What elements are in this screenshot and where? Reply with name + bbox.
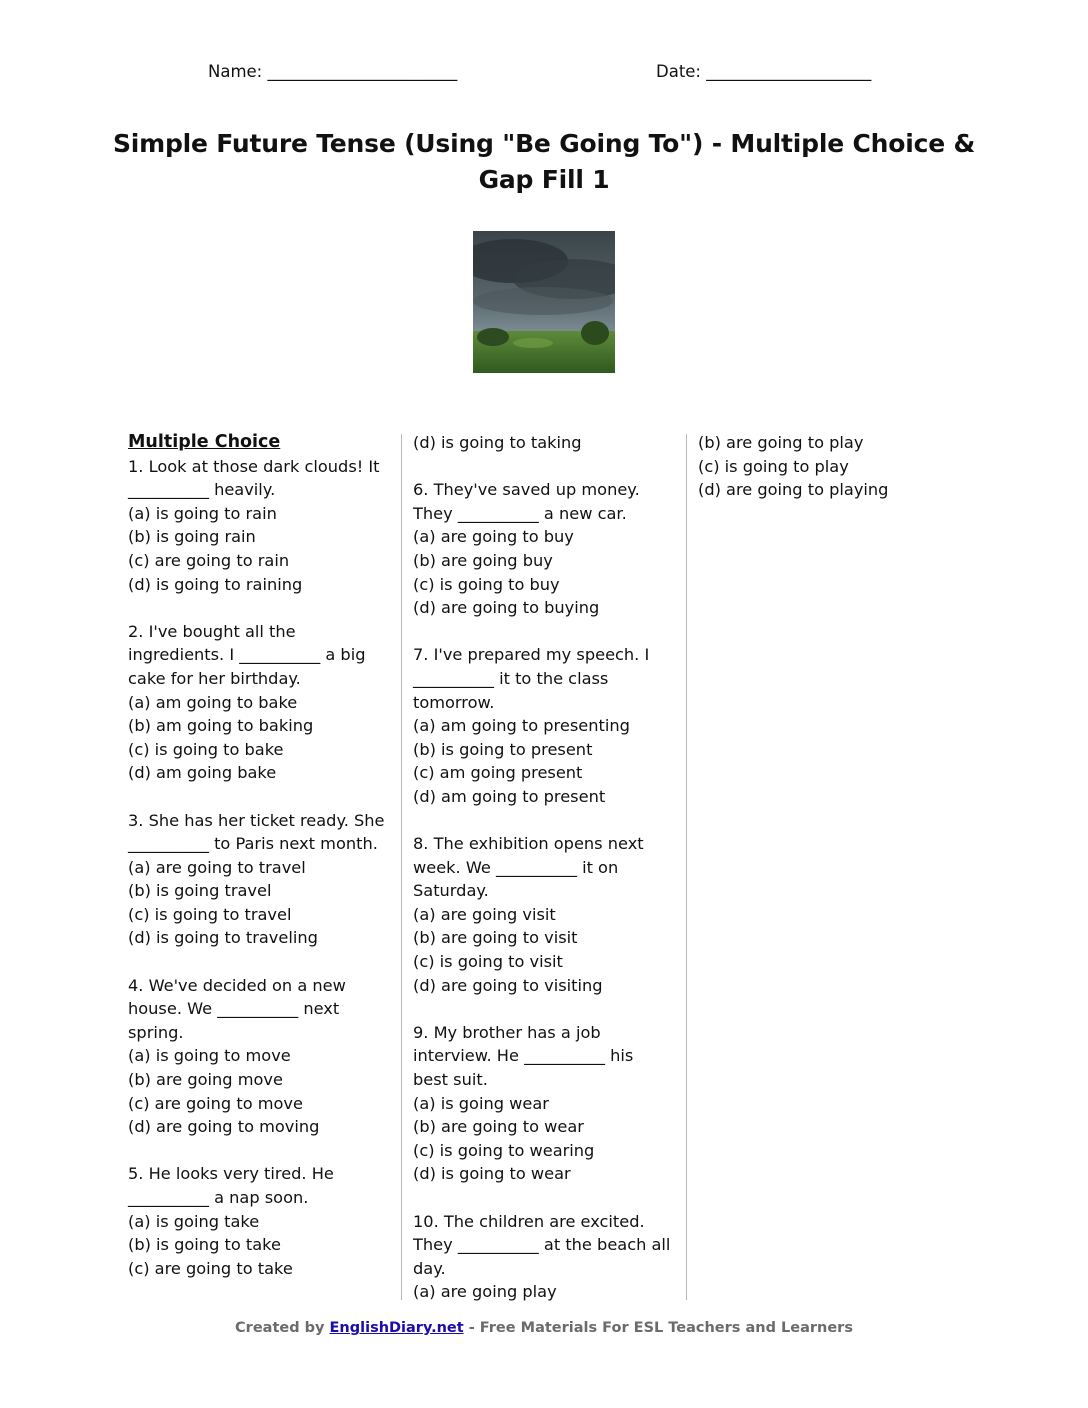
answer-option: (c) are going to rain	[128, 550, 290, 570]
answer-option: (b) are going to play	[698, 433, 864, 452]
column-2-lines	[413, 431, 675, 1304]
answer-option: (b) are going move	[128, 1070, 283, 1090]
question-text: 7. I've prepared my speech. I	[413, 645, 650, 665]
answer-option: (d) is going to traveling	[128, 928, 318, 948]
column-divider	[401, 434, 402, 1300]
answer-option: (b) am going to baking	[128, 716, 314, 736]
answer-option: (a) am going to bake	[128, 692, 298, 712]
question-text: __________ to Paris next month.	[128, 834, 378, 854]
answer-option: (d) is going to taking	[413, 433, 582, 452]
question-text: 4. We've decided on a new	[128, 975, 346, 995]
question-text: __________ it to the class	[413, 668, 609, 688]
answer-option: (a) are going visit	[413, 904, 556, 924]
answer-option: (d) are going to moving	[128, 1117, 320, 1137]
answer-option: (d) are going to buying	[413, 598, 600, 618]
question-text: 3. She has her ticket ready. She	[128, 810, 385, 830]
answer-option: (d) is going to wear	[413, 1164, 571, 1184]
name-field: Name: _______________________	[208, 62, 458, 81]
column-2	[413, 431, 675, 1304]
answer-option: (b) is going to take	[128, 1235, 281, 1255]
question-spacer	[128, 785, 390, 809]
question-spacer	[128, 596, 390, 620]
question-text: They __________ a new car.	[413, 503, 627, 523]
question-text: 1. Look at those dark clouds! It	[128, 456, 380, 476]
answer-option: (a) is going to move	[128, 1046, 291, 1066]
answer-option: (c) is going to visit	[413, 952, 563, 972]
englishdiary-link[interactable]: EnglishDiary.net	[329, 1320, 464, 1336]
answer-option: (d) are going to playing	[698, 480, 889, 500]
question-spacer	[413, 620, 675, 644]
answer-option: (b) is going travel	[128, 881, 272, 901]
question-text: 8. The exhibition opens next	[413, 834, 644, 854]
question-text: spring.	[128, 1022, 184, 1042]
question-spacer	[128, 950, 390, 974]
column-1	[128, 431, 390, 1280]
worksheet-title: Simple Future Tense (Using "Be Going To") - Multiple Choice & Gap Fill 1	[112, 129, 976, 194]
question-text: Saturday.	[413, 881, 489, 901]
question-text: They __________ at the beach all	[413, 1235, 671, 1255]
question-text: 6. They've saved up money.	[413, 480, 640, 500]
footer	[0, 1320, 1088, 1336]
question-text: 9. My brother has a job	[413, 1022, 601, 1042]
question-text: day.	[413, 1258, 446, 1278]
column-1-lines	[128, 455, 390, 1281]
question-text: __________ a nap soon.	[128, 1188, 309, 1207]
answer-option: (d) are going to visiting	[413, 975, 603, 995]
answer-option: (b) is going to present	[413, 739, 593, 759]
answer-option: (c) are going to take	[128, 1258, 293, 1278]
question-spacer	[128, 1139, 390, 1163]
answer-option: (a) are going to buy	[413, 527, 574, 547]
question-text: week. We __________ it on	[413, 857, 619, 877]
footer-suffix: - Free Materials For ESL Teachers and Learners	[463, 1320, 853, 1336]
question-spacer	[413, 809, 675, 833]
question-text: tomorrow.	[413, 692, 495, 712]
question-text: ingredients. I __________ a big	[128, 645, 366, 665]
question-spacer	[413, 997, 675, 1021]
column-3	[698, 431, 960, 502]
answer-option: (c) is going to bake	[128, 739, 284, 759]
answer-option: (d) is going to raining	[128, 574, 303, 594]
question-text: 5. He looks very tired. He	[128, 1164, 334, 1184]
answer-option: (a) is going take	[128, 1211, 260, 1231]
answer-option: (a) are going play	[413, 1282, 557, 1302]
answer-option: (b) are going to wear	[413, 1117, 584, 1137]
answer-option: (b) are going buy	[413, 550, 553, 570]
answer-option: (a) are going to travel	[128, 857, 306, 877]
answer-option: (c) is going to wearing	[413, 1140, 595, 1160]
answer-option: (b) is going rain	[128, 527, 256, 547]
question-spacer	[413, 455, 675, 479]
answer-option: (c) am going present	[413, 763, 583, 783]
footer-prefix: Created by	[235, 1320, 330, 1336]
question-text: __________ heavily.	[128, 480, 276, 500]
question-text: house. We __________ next	[128, 999, 340, 1019]
answer-option: (c) is going to travel	[128, 904, 292, 924]
answer-option: (a) is going wear	[413, 1093, 549, 1113]
column-3-lines	[698, 431, 960, 502]
answer-option: (c) is going to play	[698, 456, 849, 476]
answer-option: (a) is going to rain	[128, 503, 277, 523]
answer-option: (a) am going to presenting	[413, 716, 630, 736]
column-divider	[686, 434, 687, 1300]
answer-option: (b) are going to visit	[413, 928, 578, 948]
question-spacer	[413, 1186, 675, 1210]
section-heading: Multiple Choice	[128, 432, 281, 452]
question-text: 2. I've bought all the	[128, 621, 296, 641]
date-field: Date: ____________________	[656, 62, 872, 81]
answer-option: (c) are going to move	[128, 1093, 303, 1113]
question-text: 10. The children are excited.	[413, 1211, 645, 1231]
question-text: best suit.	[413, 1070, 488, 1090]
answer-option: (d) am going bake	[128, 763, 277, 783]
answer-option: (d) am going to present	[413, 786, 606, 806]
storm-clouds-landscape-image	[473, 231, 615, 373]
question-text: cake for her birthday.	[128, 668, 301, 688]
question-text: interview. He __________ his	[413, 1046, 634, 1066]
answer-option: (c) is going to buy	[413, 574, 560, 594]
